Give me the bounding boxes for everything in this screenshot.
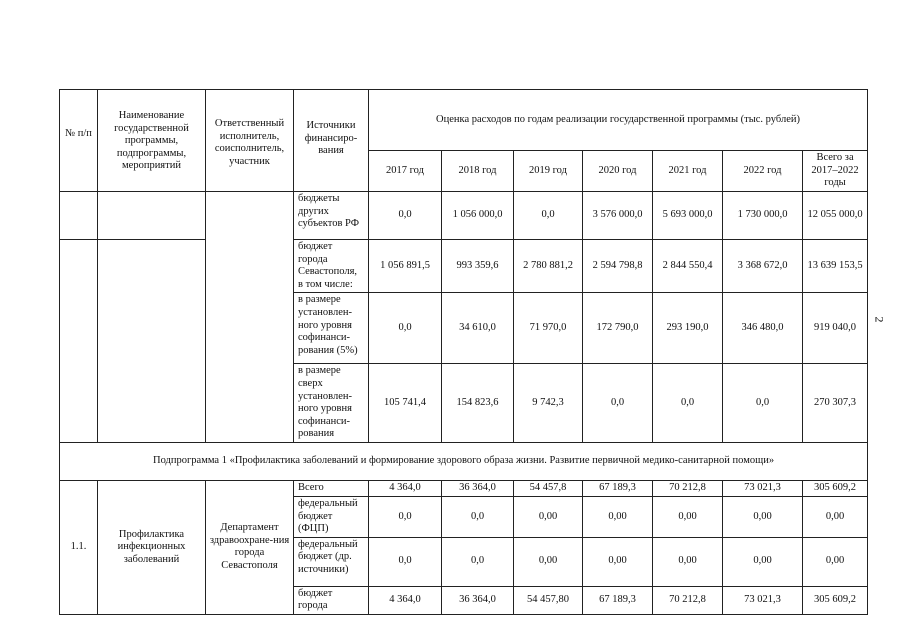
value-cell: 67 189,3 <box>583 480 653 496</box>
item-responsible: Департамент здравоохране-ния города Севастополя <box>206 480 294 614</box>
value-cell: 0,0 <box>442 537 514 586</box>
value-cell: 172 790,0 <box>583 293 653 364</box>
value-cell: 36 364,0 <box>442 586 514 614</box>
value-cell: 70 212,8 <box>653 480 723 496</box>
value-cell: 34 610,0 <box>442 293 514 364</box>
header-row <box>60 90 868 151</box>
year-2022: 2022 год <box>723 151 803 192</box>
value-cell: 5 693 000,0 <box>653 192 723 240</box>
source-cell: в размере сверх установлен-ного уровня софинанси-рования <box>294 364 369 443</box>
value-cell: 0,00 <box>803 496 868 537</box>
value-cell: 71 970,0 <box>514 293 583 364</box>
value-cell: 0,0 <box>369 293 442 364</box>
value-cell: 0,00 <box>653 537 723 586</box>
page-number: 2 <box>872 316 887 323</box>
empty-cell <box>206 192 294 240</box>
source-cell: в размере установлен-ного уровня софинанси-рования (5%) <box>294 293 369 364</box>
value-cell: 2 594 798,8 <box>583 240 653 293</box>
value-cell: 54 457,8 <box>514 480 583 496</box>
value-cell: 270 307,3 <box>803 364 868 443</box>
subprogram-title: Подпрограмма 1 «Профилактика заболеваний и формирование здорового образа жизни. Развитие первичной медико-санитарной помощи» <box>60 442 868 480</box>
value-cell: 13 639 153,5 <box>803 240 868 293</box>
table-row <box>60 480 868 496</box>
source-cell: бюджет города Севастополя, в том числе: <box>294 240 369 293</box>
value-cell: 0,0 <box>369 192 442 240</box>
value-cell: 1 730 000,0 <box>723 192 803 240</box>
value-cell: 993 359,6 <box>442 240 514 293</box>
value-cell: 346 480,0 <box>723 293 803 364</box>
value-cell: 293 190,0 <box>653 293 723 364</box>
value-cell: 3 368 672,0 <box>723 240 803 293</box>
value-cell: 54 457,80 <box>514 586 583 614</box>
value-cell: 2 780 881,2 <box>514 240 583 293</box>
financing-table <box>59 89 868 615</box>
value-cell: 0,00 <box>723 496 803 537</box>
source-cell: бюджеты других субъектов РФ <box>294 192 369 240</box>
value-cell: 0,00 <box>514 496 583 537</box>
value-cell: 0,0 <box>583 364 653 443</box>
source-cell: Всего <box>294 480 369 496</box>
value-cell: 0,0 <box>653 364 723 443</box>
subprogram-row <box>60 442 868 480</box>
value-cell: 73 021,3 <box>723 586 803 614</box>
value-cell: 0,00 <box>514 537 583 586</box>
value-cell: 0,0 <box>514 192 583 240</box>
value-cell: 0,00 <box>653 496 723 537</box>
header-name: Наименование государственной программы, подпрограммы, мероприятий <box>98 90 206 192</box>
value-cell: 919 040,0 <box>803 293 868 364</box>
value-cell: 12 055 000,0 <box>803 192 868 240</box>
value-cell: 0,00 <box>803 537 868 586</box>
header-number: № п/п <box>60 90 98 192</box>
value-cell: 154 823,6 <box>442 364 514 443</box>
value-cell: 0,0 <box>442 496 514 537</box>
value-cell: 305 609,2 <box>803 586 868 614</box>
item-name: Профилактика инфекционных заболеваний <box>98 480 206 614</box>
header-estimate: Оценка расходов по годам реализации государственной программы (тыс. рублей) <box>369 90 868 151</box>
year-2019: 2019 год <box>514 151 583 192</box>
item-number: 1.1. <box>60 480 98 614</box>
table-row <box>60 192 868 240</box>
value-cell: 1 056 891,5 <box>369 240 442 293</box>
header-source: Источники финансиро-вания <box>294 90 369 192</box>
table-row <box>60 240 868 293</box>
value-cell: 36 364,0 <box>442 480 514 496</box>
source-cell: федеральный бюджет (др. источники) <box>294 537 369 586</box>
year-2018: 2018 год <box>442 151 514 192</box>
header-responsible: Ответственный исполнитель, соисполнитель, участник <box>206 90 294 192</box>
empty-cell <box>98 192 206 240</box>
value-cell: 0,00 <box>583 537 653 586</box>
source-cell: федеральный бюджет (ФЦП) <box>294 496 369 537</box>
source-cell: бюджет города <box>294 586 369 614</box>
value-cell: 4 364,0 <box>369 586 442 614</box>
year-2017: 2017 год <box>369 151 442 192</box>
value-cell: 9 742,3 <box>514 364 583 443</box>
value-cell: 67 189,3 <box>583 586 653 614</box>
empty-cell <box>60 192 98 240</box>
year-2021: 2021 год <box>653 151 723 192</box>
value-cell: 0,00 <box>583 496 653 537</box>
value-cell: 1 056 000,0 <box>442 192 514 240</box>
year-2020: 2020 год <box>583 151 653 192</box>
value-cell: 73 021,3 <box>723 480 803 496</box>
value-cell: 0,0 <box>723 364 803 443</box>
value-cell: 0,0 <box>369 496 442 537</box>
value-cell: 305 609,2 <box>803 480 868 496</box>
value-cell: 0,0 <box>369 537 442 586</box>
value-cell: 105 741,4 <box>369 364 442 443</box>
year-total: Всего за 2017–2022 годы <box>803 151 868 192</box>
empty-cell <box>98 240 206 443</box>
value-cell: 2 844 550,4 <box>653 240 723 293</box>
empty-cell <box>206 240 294 443</box>
value-cell: 3 576 000,0 <box>583 192 653 240</box>
empty-cell <box>60 240 98 443</box>
value-cell: 70 212,8 <box>653 586 723 614</box>
value-cell: 4 364,0 <box>369 480 442 496</box>
value-cell: 0,00 <box>723 537 803 586</box>
